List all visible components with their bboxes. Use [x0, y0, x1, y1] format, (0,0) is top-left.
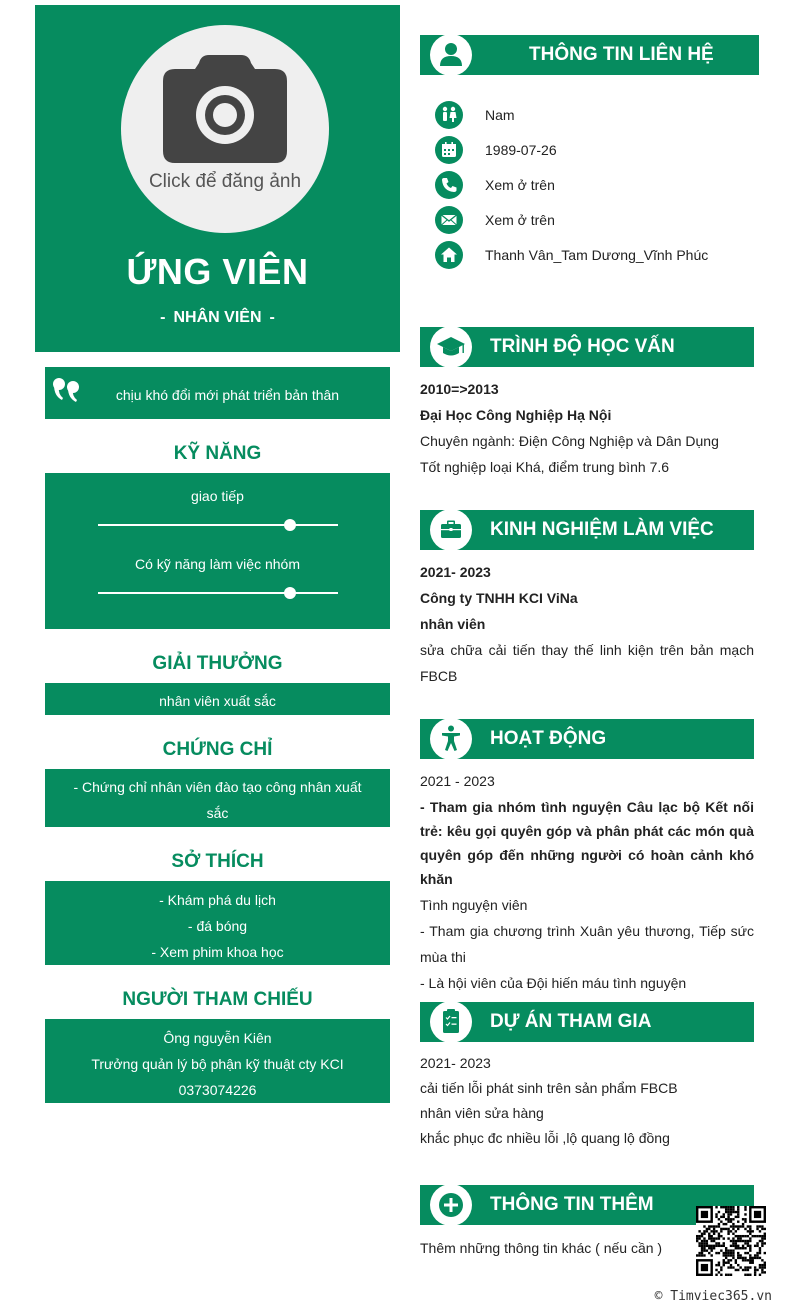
additional-title: THÔNG TIN THÊM — [490, 1194, 654, 1215]
contact-email: Xem ở trên — [485, 212, 555, 228]
awards-title: GIẢI THƯỞNG — [152, 653, 283, 674]
projects-description: khắc phục đc nhiều lỗi ,lộ quang lộ đồng — [420, 1130, 670, 1146]
experience-period: 2021- 2023 — [420, 564, 491, 580]
skill-bar — [98, 524, 338, 526]
position-dash-right: - — [269, 309, 275, 326]
gender-icon — [435, 101, 463, 129]
education-content — [420, 376, 754, 480]
hobby-item: - đá bóng — [187, 918, 248, 934]
hobbies-title: SỞ THÍCH — [171, 851, 264, 872]
activities-content — [420, 768, 754, 996]
projects-header — [420, 1002, 754, 1042]
hobby-item: - Khám phá du lịch — [159, 892, 276, 908]
activities-period: 2021 - 2023 — [420, 773, 495, 789]
skill-level-knob — [284, 519, 296, 531]
experience-company: Công ty TNHH KCI ViNa — [420, 590, 578, 606]
certificates-title: CHỨNG CHỈ — [162, 739, 273, 760]
education-period: 2010=>2013 — [420, 381, 499, 397]
certificates-box — [45, 769, 390, 827]
experience-content — [420, 559, 754, 689]
camera-icon — [163, 55, 287, 163]
activities-header — [420, 719, 754, 759]
education-major: Chuyên ngành: Điện Công Nghiệp và Dân Dụng — [420, 433, 719, 449]
candidate-position — [35, 309, 400, 327]
experience-header — [420, 510, 754, 550]
candidate-name: ỨNG VIÊN — [126, 251, 309, 292]
education-school: Đại Học Công Nghiệp Hạ Nội — [420, 407, 612, 423]
clipboard-icon — [430, 1001, 472, 1043]
qr-code — [696, 1206, 766, 1276]
contact-phone: Xem ở trên — [485, 177, 555, 193]
clipboard-icon-circle — [430, 1001, 472, 1043]
activities-detail: - Là hội viên của Đội hiến máu tình nguyện — [420, 975, 687, 991]
projects-content — [420, 1051, 754, 1151]
education-header — [420, 327, 754, 367]
education-result: Tốt nghiệp loại Khá, điểm trung bình 7.6 — [420, 459, 670, 475]
skill-bar — [98, 592, 338, 594]
phone-icon — [435, 171, 463, 199]
projects-title: DỰ ÁN THAM GIA — [490, 1011, 652, 1032]
contact-address: Thanh Vân_Tam Dương_Vĩnh Phúc — [485, 247, 709, 263]
education-title: TRÌNH ĐỘ HỌC VẤN — [490, 336, 675, 357]
activities-role: Tình nguyện viên — [420, 897, 528, 913]
contact-birthday: 1989-07-26 — [485, 142, 557, 158]
reference-name: Ông nguyễn Kiên — [163, 1030, 272, 1046]
graduation-cap-icon — [430, 326, 472, 368]
skill-name: Có kỹ năng làm việc nhóm — [135, 556, 300, 572]
objective-text: chịu khó đổi mới phát triển bản thân — [115, 387, 340, 403]
certificate-item: - Chứng chỉ nhân viên đào tạo công nhân xuất sắc — [73, 779, 362, 821]
plus-icon — [430, 1184, 472, 1226]
avatar-upload[interactable] — [121, 25, 329, 233]
graduation-cap-icon-circle — [430, 326, 472, 368]
experience-description: sửa chữa cải tiến thay thế linh kiện trên bản mạch FBCB — [420, 642, 754, 684]
contact-header — [420, 35, 759, 75]
hobbies-box — [45, 881, 390, 965]
profile-header — [35, 5, 400, 352]
objective-box — [45, 367, 390, 419]
projects-period: 2021- 2023 — [420, 1055, 491, 1071]
skill-name: giao tiếp — [191, 488, 244, 504]
user-icon-circle — [430, 34, 472, 76]
user-icon — [430, 34, 472, 76]
calendar-icon — [435, 136, 463, 164]
footer-copyright: © Timviec365.vn — [654, 1289, 772, 1304]
experience-role: nhân viên — [420, 616, 486, 632]
projects-name: cải tiến lỗi phát sinh trên sản phẩm FBCB — [420, 1080, 678, 1096]
skill-level-knob — [284, 587, 296, 599]
photo-upload-label: Click để đăng ảnh — [148, 171, 302, 192]
experience-title: KINH NGHIỆM LÀM VIỆC — [490, 519, 714, 540]
person-icon-circle — [430, 718, 472, 760]
references-title: NGƯỜI THAM CHIẾU — [122, 989, 313, 1010]
award-item: nhân viên xuất sắc — [159, 693, 276, 709]
briefcase-icon — [430, 509, 472, 551]
hobby-item: - Xem phim khoa học — [151, 944, 284, 960]
projects-role: nhân viên sửa hàng — [420, 1105, 544, 1121]
reference-phone: 0373074226 — [178, 1082, 257, 1098]
activities-organization: - Tham gia nhóm tình nguyện Câu lạc bộ Kết nối trẻ: kêu gọi quyên góp và phân phát các món quà quyên góp đến những người có hoàn cảnh khó khăn — [420, 799, 754, 887]
reference-title: Trưởng quản lý bộ phận kỹ thuật cty KCI — [91, 1056, 344, 1072]
contact-title: THÔNG TIN LIÊN HỆ — [529, 44, 714, 65]
home-icon — [435, 241, 463, 269]
position-title: NHÂN VIÊN — [173, 309, 262, 326]
additional-text: Thêm những thông tin khác ( nếu cần ) — [420, 1240, 663, 1256]
contact-gender: Nam — [485, 107, 515, 123]
person-icon — [430, 718, 472, 760]
briefcase-icon-circle — [430, 509, 472, 551]
plus-icon-circle — [430, 1184, 472, 1226]
activities-detail: - Tham gia chương trình Xuân yêu thương, Tiếp sức mùa thi — [420, 923, 754, 965]
skills-title: KỸ NĂNG — [173, 443, 262, 464]
mail-icon — [435, 206, 463, 234]
skills-box — [45, 473, 390, 629]
position-dash-left: - — [160, 309, 166, 326]
references-box — [45, 1019, 390, 1103]
awards-box — [45, 683, 390, 715]
activities-title: HOẠT ĐỘNG — [490, 728, 607, 749]
